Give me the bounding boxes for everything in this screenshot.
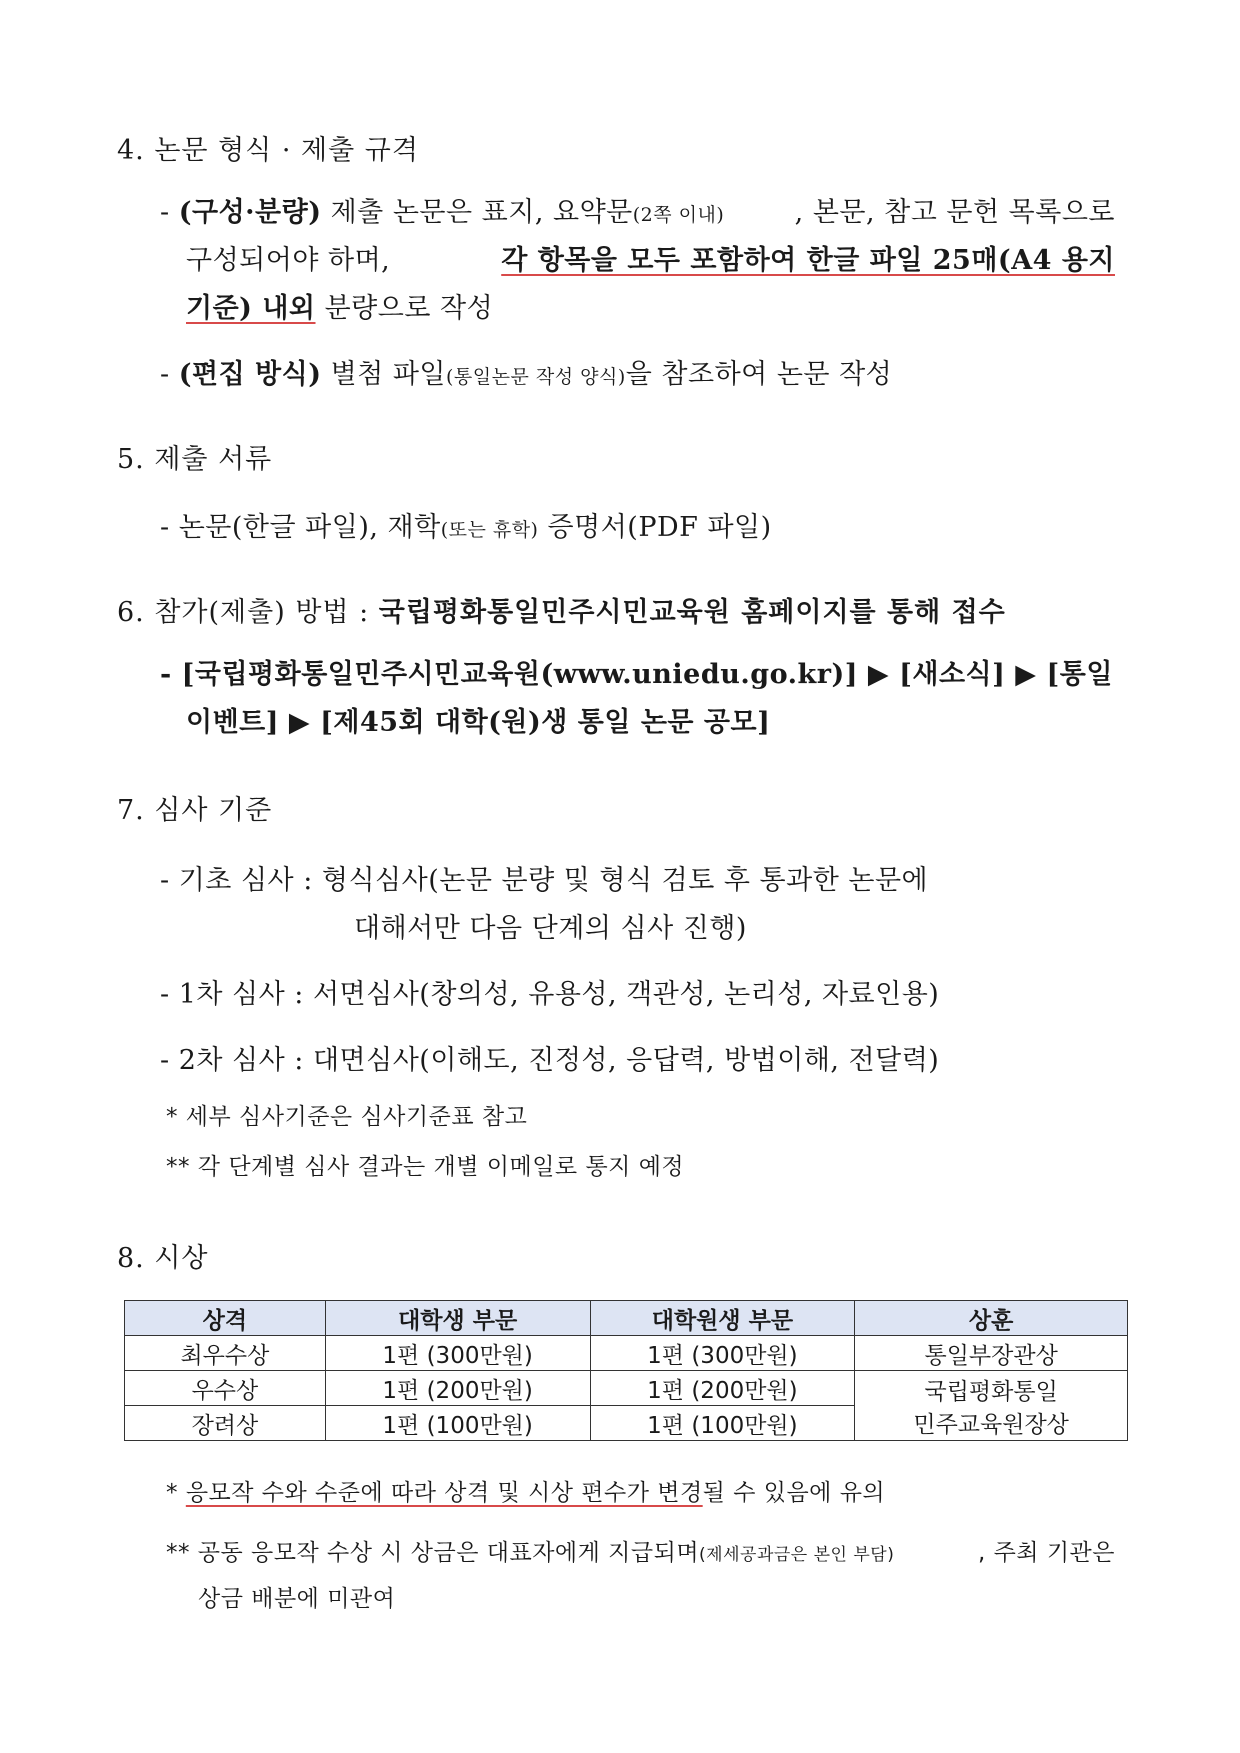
s8-note-2-line-1: ** 공동 응모작 수상 시 상금은 대표자에게 지급되며(제세공과금은 본인 부담) , 주최 기관은 <box>166 1540 1115 1566</box>
section-4-heading: 4. 논문 형식 · 제출 규격 <box>117 135 419 166</box>
s7-criteria-first: - 1차 심사 : 서면심사(창의성, 유용성, 객관성, 논리성, 자료인용) <box>160 979 940 1010</box>
s7-criteria-second: - 2차 심사 : 대면심사(이해도, 진정성, 응답력, 방법이해, 전달력) <box>160 1045 940 1076</box>
honor-line-2: 민주교육원장상 <box>913 1411 1069 1438</box>
cell-undergrad: 1편 (200만원) <box>325 1371 590 1406</box>
header-undergrad: 대학생 부문 <box>325 1301 590 1336</box>
section-8-heading: 8. 시상 <box>117 1243 209 1274</box>
cell-rank: 우수상 <box>125 1371 326 1406</box>
header-honor: 상훈 <box>855 1301 1128 1336</box>
cell-grad: 1편 (300만원) <box>590 1336 855 1371</box>
s4-item-1-line-3: 기준) 내외 분량으로 작성 <box>186 293 494 324</box>
s7-criteria-basic-line-2: 대해서만 다음 단계의 심사 진행) <box>354 913 747 944</box>
cell-undergrad: 1편 (100만원) <box>325 1406 590 1441</box>
cell-rank: 장려상 <box>125 1406 326 1441</box>
header-rank: 상격 <box>125 1301 326 1336</box>
s5-item-1: - 논문(한글 파일), 재학(또는 휴학) 증명서(PDF 파일) <box>160 512 772 543</box>
s4-item-1-line-1: - (구성·분량) 제출 논문은 표지, 요약문(2쪽 이내) , 본문, 참고 문헌 목록으로 <box>160 197 1115 228</box>
section-5-heading: 5. 제출 서류 <box>117 444 273 475</box>
cell-honor: 통일부장관상 <box>855 1336 1128 1371</box>
cell-honor-merged <box>855 1371 1128 1441</box>
honor-line-1: 국립평화통일 <box>924 1378 1058 1405</box>
s4-item-2: - (편집 방식) 별첨 파일(통일논문 작성 양식)을 참조하여 논문 작성 <box>160 359 893 390</box>
section-7-heading: 7. 심사 기준 <box>117 795 273 826</box>
cell-grad: 1편 (200만원) <box>590 1371 855 1406</box>
cell-undergrad: 1편 (300만원) <box>325 1336 590 1371</box>
section-6-heading: 6. 참가(제출) 방법 : 국립평화통일민주시민교육원 홈페이지를 통해 접수 <box>117 597 1006 628</box>
s7-criteria-basic-line-1: - 기초 심사 : 형식심사(논문 분량 및 형식 검토 후 통과한 논문에 <box>160 865 929 896</box>
cell-grad: 1편 (100만원) <box>590 1406 855 1441</box>
s4-item-1-line-2: 구성되어야 하며, 각 항목을 모두 포함하여 한글 파일 25매(A4 용지 <box>186 245 1115 276</box>
table-row <box>125 1371 1128 1406</box>
s6-nav-path-line-2: 이벤트] ▶ [제45회 대학(원)생 통일 논문 공모] <box>186 707 771 738</box>
s7-note-2: ** 각 단계별 심사 결과는 개별 이메일로 통지 예정 <box>166 1154 685 1180</box>
award-table <box>124 1300 1128 1441</box>
award-table-header-row <box>125 1301 1128 1336</box>
header-grad: 대학원생 부문 <box>590 1301 855 1336</box>
s6-nav-path-line-1: - [국립평화통일민주시민교육원(www.uniedu.go.kr)] ▶ [새소식] ▶ [통일 <box>160 659 1113 690</box>
s8-note-1: * 응모작 수와 수준에 따라 상격 및 시상 편수가 변경될 수 있음에 유의 <box>166 1480 886 1506</box>
s7-note-1: * 세부 심사기준은 심사기준표 참고 <box>166 1104 528 1130</box>
s8-note-2-line-2: 상금 배분에 미관여 <box>198 1586 396 1612</box>
cell-rank: 최우수상 <box>125 1336 326 1371</box>
table-row <box>125 1336 1128 1371</box>
